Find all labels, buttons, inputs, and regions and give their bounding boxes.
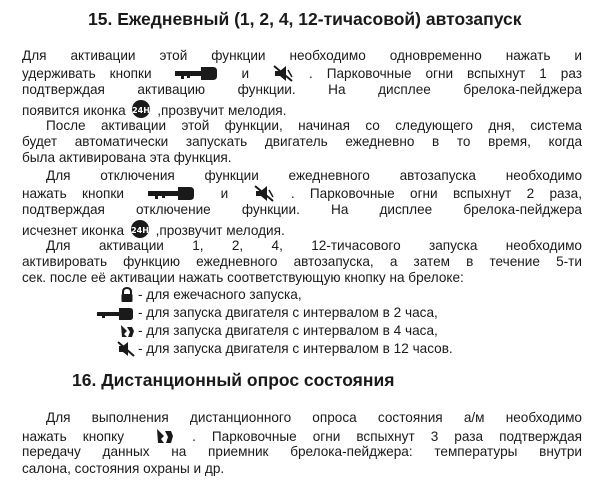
lock-icon: [97, 287, 135, 306]
p1-line-1: Для активации этой функции необходимо одновременно нажать и: [22, 48, 582, 63]
p2-line-1: После активации этой функции, начиная со следующего дня, система: [46, 118, 582, 133]
mode-item-4h: [96, 323, 438, 342]
s16-line-4: салона, состояния охраны и др.: [22, 461, 225, 476]
section-16-title: 16. Дистанционный опрос состояния: [72, 370, 395, 390]
text: ,прозвучит мелодия.: [155, 223, 285, 238]
section-15-title: 15. Ежедневный (1, 2, 4, 12-тичасовой) автозапуск: [88, 9, 522, 29]
p4-line-1: Для активации 1, 2, 4, 12-тичасового запуска необходимо: [46, 238, 582, 253]
p3-line-1: Для отключения функции ежедневного автозапуска необходимо: [46, 168, 582, 183]
text: ,прозвучит мелодия.: [157, 103, 287, 118]
text: - для запуска двигателя с интервалом в 2 часа,: [138, 305, 438, 320]
mode-item-hourly: [96, 287, 302, 306]
mode-item-12h: [96, 341, 453, 360]
text: нажать кнопку: [22, 429, 125, 444]
p4-line-2: активировать функцию ежедневного автозапуска, а затем в течение 5-ти: [22, 254, 582, 269]
text: - для запуска двигателя с интервалом в 4 часа,: [138, 323, 438, 338]
mute-icon: [97, 341, 135, 360]
mode-item-2h: [96, 305, 438, 324]
s16-line-3: передачу данных на приемник брелока-пейджера: температуры внутри: [22, 444, 582, 459]
engine-start-icon: [97, 323, 135, 342]
text: и: [220, 186, 229, 201]
text: и: [241, 66, 250, 81]
p2-line-3: была активирована эта функция.: [22, 150, 232, 165]
text: . Парковочные огни вспыхнут 3 раза подтверждая: [192, 429, 583, 444]
s16-line-1: Для выполнения дистанционного опроса состояния а/м необходимо: [46, 410, 582, 425]
text: удерживать кнопки: [22, 66, 152, 81]
icon-label: 24H: [130, 226, 149, 235]
text: нажать кнопки: [22, 186, 124, 201]
text: . Парковочные огни вспыхнут 2 раза,: [290, 186, 582, 201]
text: . Парковочные огни вспыхнут 1 раз: [309, 66, 583, 81]
text: - для ежечасного запуска,: [138, 287, 302, 302]
key-icon: [97, 307, 135, 324]
text: исчезнет иконка: [22, 223, 124, 238]
p4-line-3: сек. после её активации нажать соответствующую кнопку на брелоке:: [22, 270, 464, 285]
text: появится иконка: [22, 103, 126, 118]
icon-label: 24H: [132, 106, 151, 115]
p3-line-3: подтверждая отключение функции. На дисплее брелока-пейджера: [22, 202, 582, 217]
p1-line-3: подтверждая активацию функции. На дисплее брелока-пейджера: [22, 82, 582, 97]
p2-line-2: будет автоматически запускать двигатель ежедневно в то время, когда: [22, 134, 582, 149]
text: - для запуска двигателя с интервалом в 12 часов.: [138, 341, 453, 356]
